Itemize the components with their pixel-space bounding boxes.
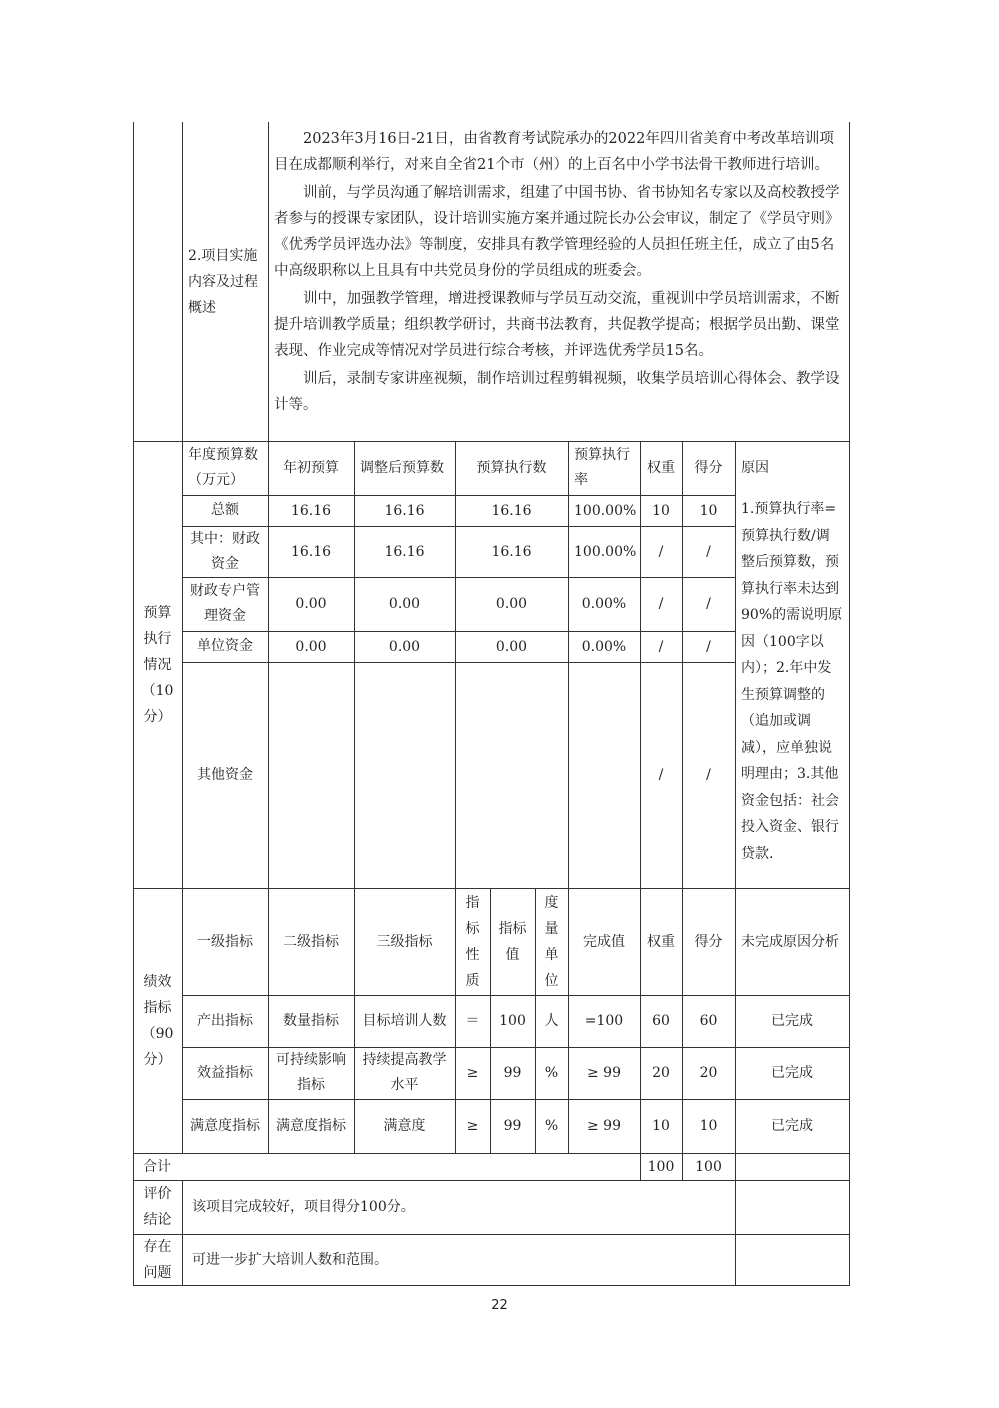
page-number: 22 — [491, 1298, 508, 1313]
indicator-score: 10 — [699, 1117, 718, 1134]
table-rule — [568, 888, 569, 1153]
indicator-value: 99 — [503, 1117, 522, 1134]
total-score: 100 — [695, 1158, 722, 1175]
table-rule — [682, 888, 683, 1153]
table-rule — [682, 441, 683, 888]
budget-rate-value: 0.00% — [581, 638, 627, 655]
implementation-paragraph: 训后，录制专家讲座视频，制作培训过程剪辑视频，收集学员培训心得体会、教学设计等。 — [274, 371, 840, 413]
performance-header: 指标值 — [498, 920, 527, 963]
indicator-nature: ＝ — [465, 1012, 480, 1029]
table-rule — [682, 1153, 683, 1180]
indicator-nature: ≥ — [466, 1064, 479, 1081]
table-border-right — [849, 122, 850, 1285]
table-rule — [182, 441, 183, 888]
indicator-weight: 20 — [652, 1064, 670, 1081]
budget-initial-value: 0.00 — [295, 596, 327, 612]
indicator-completed: ≥ 99 — [587, 1117, 621, 1134]
indicator-status: 已完成 — [771, 1117, 813, 1134]
budget-adjusted-value: 16.16 — [384, 543, 425, 560]
indicator-level2: 数量指标 — [283, 1012, 339, 1029]
table-border-left — [133, 122, 134, 1285]
table-rule — [735, 888, 736, 1153]
performance-header: 三级指标 — [376, 933, 433, 950]
budget-rate-value: 100.00% — [574, 543, 637, 560]
budget-score-value: 10 — [699, 502, 718, 519]
budget-header: 预算执行数 — [476, 459, 547, 476]
budget-executed-value: 0.00 — [495, 596, 528, 612]
table-rule — [182, 526, 735, 527]
budget-executed-value: 16.16 — [491, 502, 532, 519]
table-rule — [268, 441, 269, 888]
table-rule — [133, 1234, 849, 1235]
budget-adjusted-value: 0.00 — [388, 596, 421, 612]
budget-reason-note: 1.预算执行率=预算执行数/调整后预算数，预算执行率未达到90%的需说明原因（100字以内）；2.年中发生预算调整的（追加或调减），应单独说明理由；3.其他资金包括：社会投入资金、银行贷款. — [741, 501, 843, 862]
table-rule — [735, 1153, 736, 1180]
budget-adjusted-value: 16.16 — [384, 502, 425, 519]
table-rule — [455, 888, 456, 1153]
table-rule — [182, 631, 735, 632]
table-rule — [640, 1153, 641, 1180]
table-rule — [268, 888, 269, 1153]
budget-header: 权重 — [647, 459, 675, 476]
indicator-level3: 持续提高教学水平 — [362, 1052, 447, 1093]
indicator-value: 99 — [503, 1064, 522, 1081]
performance-header: 得分 — [694, 933, 723, 950]
problem-label: 存在问题 — [143, 1238, 172, 1281]
indicator-level2: 可持续影响指标 — [276, 1052, 346, 1093]
indicator-score: 60 — [699, 1012, 718, 1029]
budget-executed-value: 0.00 — [495, 638, 528, 655]
table-rule — [133, 888, 849, 889]
table-rule — [182, 1099, 849, 1100]
table-rule — [735, 441, 736, 888]
indicator-level3: 目标培训人数 — [362, 1012, 447, 1029]
table-rule — [182, 495, 735, 496]
budget-row-name: 财政专户管理资金 — [190, 583, 260, 624]
table-rule — [268, 122, 269, 441]
table-rule — [735, 1180, 736, 1285]
problem-text: 可进一步扩大培训人数和范围。 — [192, 1251, 388, 1268]
implementation-label: 2.项目实施内容及过程概述 — [188, 247, 258, 316]
indicator-level2: 满意度指标 — [276, 1117, 346, 1134]
budget-weight-value: / — [658, 596, 664, 612]
budget-initial-value: 16.16 — [290, 543, 332, 560]
indicator-score: 20 — [699, 1064, 718, 1081]
table-rule — [640, 441, 641, 888]
budget-header: 得分 — [694, 459, 723, 476]
indicator-level1: 产出指标 — [197, 1012, 253, 1029]
performance-header: 完成值 — [583, 933, 625, 950]
conclusion-text: 该项目完成较好，项目得分100分。 — [192, 1199, 415, 1215]
table-rule — [535, 888, 536, 1153]
indicator-level1: 满意度指标 — [190, 1117, 260, 1134]
budget-adjusted-value: 0.00 — [388, 638, 421, 655]
budget-section-label: 预算执行情况（10分） — [141, 604, 174, 725]
budget-initial-value: 16.16 — [290, 502, 332, 519]
table-rule — [640, 888, 641, 1153]
indicator-unit: % — [544, 1064, 559, 1081]
implementation-paragraph: 2023年3月16日-21日，由省教育考试院承办的2022年四川省美育中考改革培训项目在成都顺利举行，对来自全省21个市（州）的上百名中小学书法骨干教师进行培训。 — [274, 131, 834, 173]
indicator-level3: 满意度 — [383, 1117, 426, 1134]
performance-header: 二级指标 — [283, 933, 339, 950]
performance-section-label: 绩效指标（90分） — [141, 973, 174, 1068]
table-rule — [354, 441, 355, 888]
budget-weight-value: / — [658, 767, 664, 783]
table-rule — [133, 441, 849, 442]
table-rule — [182, 1180, 183, 1285]
budget-initial-value: 0.00 — [295, 638, 327, 655]
indicator-weight: 10 — [652, 1117, 670, 1134]
table-border-bottom — [133, 1285, 850, 1286]
indicator-status: 已完成 — [771, 1064, 813, 1081]
indicator-unit: % — [544, 1117, 559, 1134]
budget-header: 年度预算数（万元） — [188, 447, 258, 488]
performance-header: 指标性质 — [465, 894, 480, 989]
table-rule — [133, 1180, 849, 1181]
budget-weight-value: 10 — [652, 502, 670, 519]
budget-weight-value: / — [658, 543, 664, 560]
indicator-unit: 人 — [544, 1012, 559, 1029]
budget-score-value: / — [706, 638, 711, 655]
budget-weight-value: / — [658, 638, 664, 655]
performance-header: 一级指标 — [197, 933, 253, 950]
table-rule — [182, 662, 735, 663]
indicator-completed: =100 — [584, 1012, 624, 1029]
budget-executed-value: 16.16 — [491, 543, 532, 560]
table-rule — [182, 888, 183, 1153]
budget-rate-value: 0.00% — [581, 596, 627, 612]
indicator-nature: ≥ — [466, 1117, 479, 1134]
indicator-status: 已完成 — [771, 1012, 813, 1029]
indicator-value: 100 — [499, 1012, 526, 1029]
conclusion-label: 评价结论 — [143, 1186, 172, 1228]
table-rule — [568, 441, 569, 888]
budget-row-name: 其中：财政资金 — [190, 530, 260, 572]
table-rule — [182, 995, 849, 996]
total-label: 合计 — [143, 1158, 171, 1175]
budget-rate-value: 100.00% — [574, 502, 637, 519]
budget-row-name: 其他资金 — [197, 766, 253, 783]
budget-row-name: 总额 — [211, 502, 239, 518]
total-weight: 100 — [647, 1158, 675, 1175]
budget-score-value: / — [706, 767, 711, 783]
budget-header: 调整后预算数 — [360, 459, 444, 476]
indicator-level1: 效益指标 — [197, 1064, 253, 1081]
performance-header: 度量单位 — [544, 894, 559, 989]
implementation-paragraph: 训前，与学员沟通了解培训需求，组建了中国书协、省书协知名专家以及高校教授学者参与的授课专家团队，设计培训实施方案并通过院长办公会审议，制定了《学员守则》《优秀学员评选办法》等制度，安排具有教学管理经验的人员担任班主任，成立了由5名中高级职称以上且具有中共党员身份的学员组成的班委会。 — [274, 185, 840, 279]
performance-header: 未完成原因分析 — [741, 933, 839, 950]
budget-score-value: / — [706, 596, 711, 612]
budget-header: 原因 — [741, 459, 769, 476]
indicator-completed: ≥ 99 — [587, 1064, 621, 1081]
table-rule — [182, 122, 183, 441]
budget-score-value: / — [706, 543, 711, 560]
budget-row-name: 单位资金 — [197, 638, 253, 654]
table-rule — [182, 577, 735, 578]
table-rule — [490, 888, 491, 1153]
table-rule — [354, 888, 355, 1153]
implementation-paragraph: 训中，加强教学管理，增进授课教师与学员互动交流，重视训中学员培训需求，不断提升培训教学质量；组织教学研讨，共商书法教育，共促教学提高；根据学员出勤、课堂表现、作业完成等情况对学员进行综合考核，并评选优秀学员15名。 — [274, 291, 840, 359]
table-rule — [455, 441, 456, 888]
budget-header: 年初预算 — [283, 459, 339, 476]
budget-header: 预算执行率 — [574, 447, 630, 488]
indicator-weight: 60 — [652, 1012, 670, 1029]
performance-header: 权重 — [647, 933, 675, 950]
